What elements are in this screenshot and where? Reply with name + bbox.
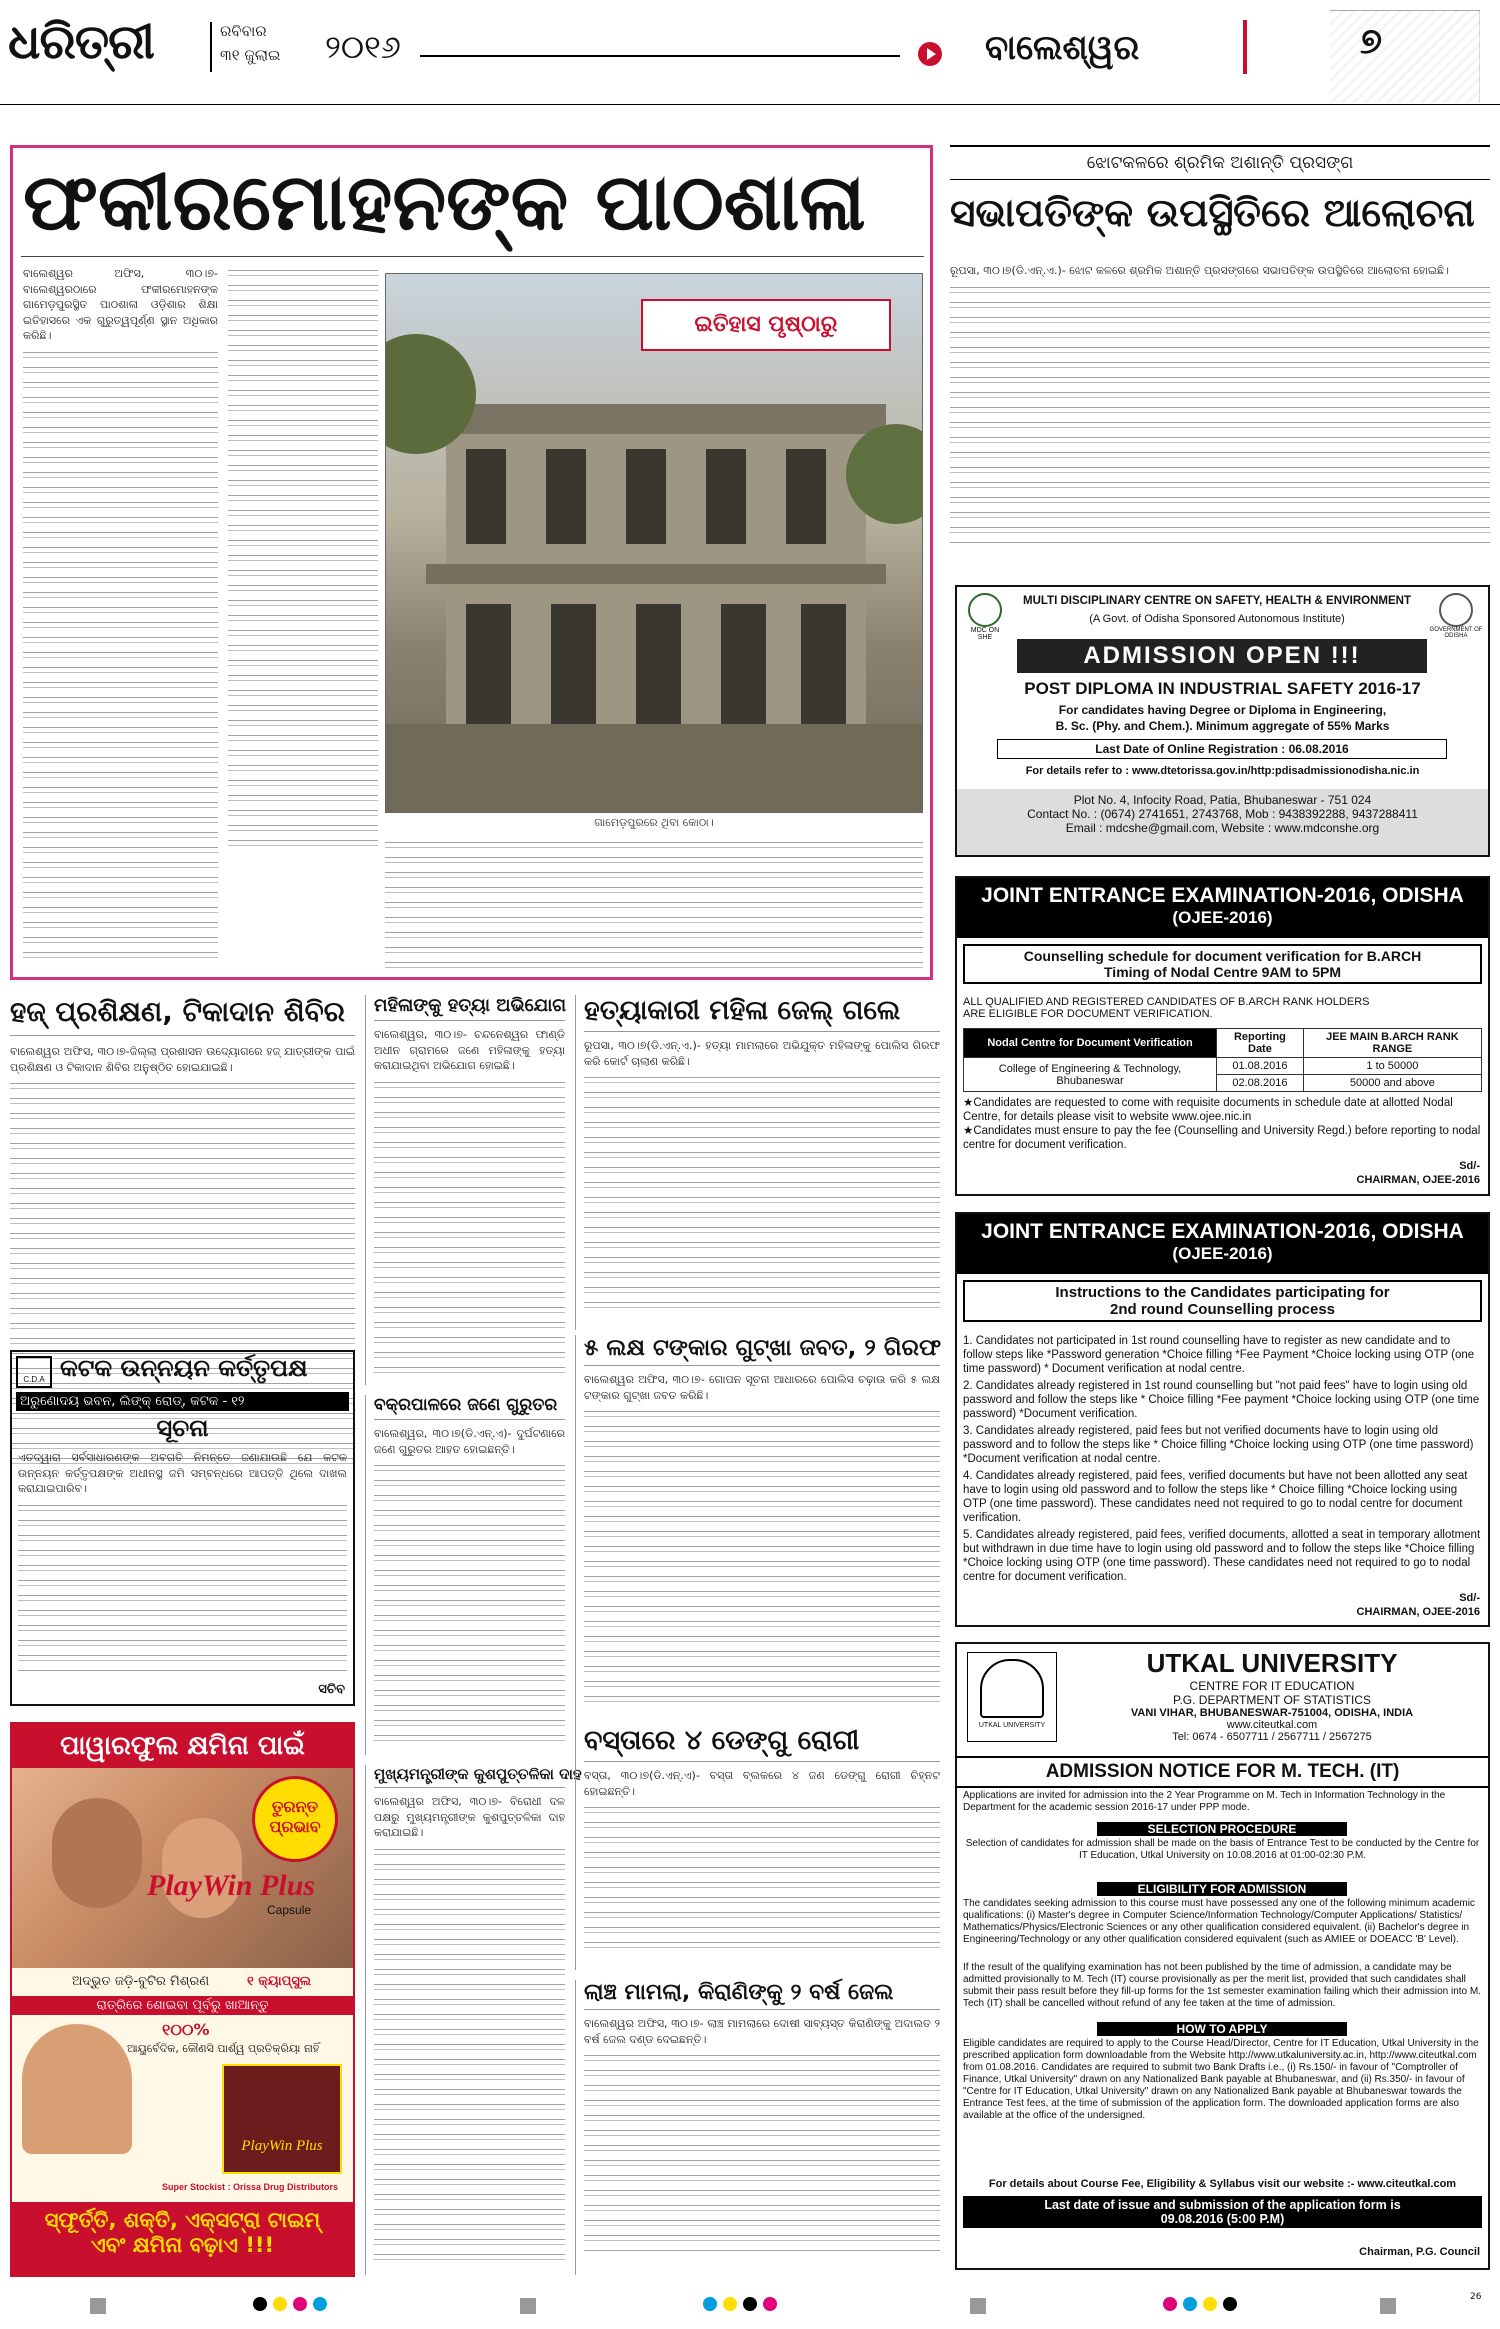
bribe-body-text: ବାଲେଶ୍ୱର ଅଫିସ, ୩୦।୭- ଲାଞ୍ଚ ମାମଲାରେ ଦୋଷୀ ସାବ୍ୟସ୍ତ କିରାଣିଙ୍କୁ ଅଦାଲତ ୨ ବର୍ଷ ଜେଲ ଦଣ୍ଡ ଦେଇଛନ୍ତି।: [584, 2017, 940, 2046]
utkal-elig-text: The candidates seeking admission to this course must have possessed any one of the following minimum academic qualifications: (i) Master's degree in Computer Science/Information Technology/Computer Applications/ Statistics/ Mathematics/Physics/Electronic Sciences or any other qualification considered equivalent. (ii) Bachelor's degree in Engineering/Technology or any other qualification considered equivalent (such as AMIEE or DOEACC 'B' Level).: [963, 1898, 1475, 1945]
ojee-ad-1: [955, 876, 1490, 1196]
masthead-year: ୨୦୧୬: [325, 28, 401, 66]
right-top-body-text: ରୂପସା, ୩୦।୭(ଡି.ଏନ୍.ଏ.)- ଝୋଟ କଳରେ ଶ୍ରମିକ ଅଶାନ୍ତି ପ୍ରସଙ୍ଗରେ ସଭାପତିଙ୍କ ଉପସ୍ଥିତିରେ ଆଲୋଚନା ହୋଇଛି।: [950, 264, 1449, 277]
page-number: [1330, 10, 1480, 102]
jail-body: [584, 1038, 940, 1318]
playwin-ayur: ଆୟୁର୍ବେଦିକ, କୌଣସି ପାର୍ଶ୍ୱ ପ୍ରତିକ୍ରିୟା ନାହିଁ: [127, 2042, 320, 2055]
utkal-ad: [955, 1642, 1490, 2270]
ojee1-bullet-1: ★Candidates are requested to come with requisite documents in schedule date at allotted Nodal Centre, for details please visit to website www.ojee.nic.in: [963, 1097, 1453, 1123]
bribe-body: [584, 2016, 940, 2256]
injured-body-text: ବାଲେଶ୍ୱର, ୩୦।୭(ଡି.ଏନ୍.ଏ)- ଦୁର୍ଘଟଣାରେ ଜଣେ ଗୁରୁତର ଆହତ ହୋଇଛନ୍ତି।: [374, 1427, 565, 1456]
ojee2-item: 2. Candidates already registered in 1st round counselling but "not paid fees" have to login using old password and follow the steps like * Choice filling *Fee payment *Choice locking using OTP (one time password) *Document verification.: [963, 1380, 1480, 1420]
utkal-elig-text2: If the result of the qualifying examination has not been published by the time of admission, a candidate may be admitted provisionally to M. Tech (IT) course provisionally as per the merit list, provided that such candidates shall submit their pass result before they fill-up forms for the 1st semester examination failing which their admission into M. Tech (IT) shall be cancelled without refund of any fee taken at the time of admission.: [963, 1962, 1481, 2009]
gutkha-body: [584, 1372, 940, 1712]
lead-body-col1: [23, 266, 218, 966]
playwin-badge: [252, 1776, 338, 1862]
playwin-stockist: Super Stockist : Orissa Drug Distributors: [162, 2182, 339, 2192]
playwin-man: [22, 2024, 132, 2154]
cda-badge: C.D.A: [16, 1356, 52, 1388]
ojee1-centre: College of Engineering & Technology, Bhubaneswar: [964, 1058, 1217, 1092]
mdcshe-last-date: Last Date of Online Registration : 06.08.2016: [997, 739, 1447, 759]
cm-body: [374, 1794, 565, 2264]
playwin-pack-brand: PlayWin Plus: [241, 2138, 323, 2154]
mdcshe-elig-2: B. Sc. (Phy. and Chem.). Minimum aggregate of 55% Marks: [1055, 719, 1390, 733]
utkal-web: www.citeutkal.com: [1226, 1719, 1318, 1731]
playwin-footer-2: ଏବଂ କ୍ଷମିନା ବଢ଼ାଏ !!!: [90, 2233, 275, 2257]
mdcshe-logo-left: MDC ON SHE: [965, 593, 1005, 641]
mdcshe-contact-box: [957, 789, 1488, 855]
cm-body-text: ବାଲେଶ୍ୱର ଅଫିସ, ୩୦।୭- ବିରୋଧୀ ଦଳ ପକ୍ଷରୁ ମୁଖ୍ୟମନ୍ତ୍ରୀଙ୍କ କୁଶପୁତ୍ତଳିକା ଦାହ କରାଯାଇଛି।: [374, 1795, 565, 1839]
utkal-sel-text: Selection of candidates for admission shall be made on the basis of Entrance Test to be conducted by the Centre for IT Education, Utkal University on 10.08.2016 at 01:00-02:30 P.M.: [965, 1838, 1480, 1861]
utkal-tel: Tel: 0674 - 6507711 / 2567711 / 2567275: [1172, 1731, 1372, 1743]
jail-body-text: ରୂପସା, ୩୦।୭(ଡି.ଏନ୍.ଏ.)- ହତ୍ୟା ମାମଲାରେ ଅଭିଯୁକ୍ତ ମହିଳାଙ୍କୁ ପୋଲିସ ଗିରଫ କରି କୋର୍ଟ ଚାଲାଣ କରିଛି।: [584, 1039, 940, 1068]
playwin-claim: ରାତ୍ରିରେ ଶୋଇବା ପୂର୍ବରୁ ଖାଆନ୍ତୁ: [12, 1996, 353, 2015]
ojee2-item: 1. Candidates not participated in 1st round counselling have to register as new candidate and to follow steps like *Password generation *Choice filling *Fee Payment *Choice locking using OTP (one time password) * Document verification at nodal centre.: [963, 1335, 1475, 1375]
playwin-footer: [12, 2202, 353, 2277]
mdcshe-logo-right: GOVERNMENT OF ODISHA: [1427, 593, 1485, 639]
utkal-how-text: Eligible candidates are required to apply to the Course Head/Director, Centre for IT Education, Utkal University in the prescribed application form downloadable from the Website http://www.utkaluniversity.ac.in, http://www.citeutkal.com from 01.08.2016. Candidates are required to submit two Bank Drafts i.e., (i) Rs.150/- in favour of "Comptroller of Finance, Utkal University" drawn on any Nationalized Bank payable at Bhubaneswar, and (ii) Rs.350/- in favour of "Centre for IT Education, Utkal University" drawn on any Nationalized Bank payable at Bhubaneswar towards the Entrance Test fees, at the time of submission of the application form. The downloaded application forms are also available at the office of the undersigned.: [963, 2038, 1479, 2121]
bribe-headline: ଲାଞ୍ଚ ମାମଲା, କିରାଣିଙ୍କୁ ୨ ବର୍ଷ ଜେଲ: [584, 1980, 940, 2010]
utkal-last-box: [963, 2196, 1482, 2228]
masthead-logo: ଧରିତ୍ରୀ: [8, 14, 154, 70]
playwin-capsule: Capsule: [267, 1903, 312, 1917]
injured-headline: ବକ୍ରପାଳରେ ଜଣେ ଗୁରୁତର: [374, 1395, 565, 1420]
mdcshe-ad: [955, 585, 1490, 857]
jail-headline: ହତ୍ୟାକାରୀ ମହିଳା ଜେଲ୍ ଗଲେ: [584, 995, 940, 1032]
utkal-footer-web: For details about Course Fee, Eligibility & Syllabus visit our website :- www.citeutkal.com: [988, 2178, 1457, 2190]
photo-caption: ଗାମେଡ଼ପୁରରେ ଥିବା କୋଠା।: [594, 816, 714, 829]
ojee2-title: JOINT ENTRANCE EXAMINATION-2016, ODISHA: [981, 1220, 1464, 1243]
ojee-ad-2: [955, 1212, 1490, 1627]
ojee2-subtitle: (OJEE-2016): [1172, 1244, 1273, 1263]
utkal-last-2: 09.08.2016 (5:00 P.M): [1160, 2212, 1285, 2226]
lead-body-col3: [385, 838, 923, 973]
masthead-edition: ବାଲେଶ୍ୱର: [985, 28, 1140, 68]
print-marks: [0, 2288, 1500, 2329]
murder-story: [365, 995, 565, 1385]
haj-body-text: ବାଲେଶ୍ୱର ଅଫିସ, ୩୦।୭-ଜିଲ୍ଲା ପ୍ରଶାସନ ଉଦ୍ୟୋଗରେ ହଜ୍ ଯାତ୍ରୀଙ୍କ ପାଇଁ ପ୍ରଶିକ୍ଷଣ ଓ ଟିକାଦାନ ଶିବିର ଅନୁଷ୍ଠିତ ହୋଇଯାଇଛି।: [10, 1045, 355, 1074]
mdcshe-sub: (A Govt. of Odisha Sponsored Autonomous Institute): [1089, 613, 1345, 625]
dengue-body-text: ବସ୍ତା, ୩୦।୭(ଡି.ଏନ୍.ଏ)- ବସ୍ତା ବ୍ଲକରେ ୪ ଜଣ ଡେଙ୍ଗୁ ରୋଗୀ ଚିହ୍ନଟ ହୋଇଛନ୍ତି।: [584, 1769, 940, 1798]
cda-title: ସୂଚନା: [156, 1414, 209, 1442]
gutkha-body-text: ବାଲେଶ୍ୱର ଅଫିସ, ୩୦।୭- ଗୋପନ ସୂଚନା ଆଧାରରେ ପୋଲିସ ଚଢ଼ାଉ କରି ୫ ଲକ୍ଷ ଟଙ୍କାର ଗୁଟ୍‌ଖା ଜବତ କରିଛି।: [584, 1373, 940, 1402]
right-top-headline: ସଭାପତିଙ୍କ ଉପସ୍ଥିତିରେ ଆଲୋଚନା: [950, 191, 1475, 236]
ojee1-note-2: ARE ELIGIBLE FOR DOCUMENT VERIFICATION.: [963, 1008, 1213, 1020]
cm-headline: ମୁଖ୍ୟମନ୍ତ୍ରୀଙ୍କ କୁଶପୁତ୍ତଳିକା ଦାହ: [374, 1765, 565, 1788]
ojee1-bullets: [963, 1096, 1482, 1152]
ojee2-box: [963, 1280, 1482, 1322]
right-top-story: [950, 145, 1490, 575]
gutkha-headline: ୫ ଲକ୍ଷ ଟଙ୍କାର ଗୁଟ୍‌ଖା ଜବତ, ୨ ଗିରଫ: [584, 1335, 940, 1366]
ojee2-item: 5. Candidates already registered, paid fees, verified documents, allotted a seat in temporary allotment but withdrawn in due time have to login using old password and to follow the steps like *Choice filling *Choice locking using OTP (one time password). These candidates need not required to go to nodal centre for document verification.: [963, 1529, 1481, 1583]
utkal-elig-head: ELIGIBILITY FOR ADMISSION: [1097, 1882, 1347, 1896]
ojee2-sd: Sd/-: [1459, 1592, 1480, 1604]
play-icon: [918, 42, 942, 66]
dengue-body: [584, 1768, 940, 1958]
playwin-badge-1: ତୁରନ୍ତ: [272, 1797, 318, 1816]
injured-story: [365, 1395, 565, 1755]
murder-body: [374, 1027, 565, 1377]
gutkha-story: [575, 1335, 940, 1725]
utkal-dept: P.G. DEPARTMENT OF STATISTICS: [1172, 1693, 1372, 1707]
playwin-tag: ଅଦ୍ଭୁତ ଜଡ଼ି-ବୁଟିର ମିଶ୍ରଣ: [72, 1974, 210, 1989]
lead-body-text: ବାଲେଶ୍ୱର ଅଫିସ, ୩୦।୭- ବାଲେଶ୍ୱରଠାରେ ଫକୀରମୋହନଙ୍କ ଗାମେଡ଼ପୁରସ୍ଥିତ ପାଠଶାଳା ଓଡ଼ିଶାର ଶିକ୍ଷା ଇତିହାସରେ ଏକ ଗୁରୁତ୍ୱପୂର୍ଣ୍ଣ ସ୍ଥାନ ଅଧିକାର କରିଛି।: [23, 267, 218, 342]
ojee2-box-1: Instructions to the Candidates participating for: [1055, 1284, 1390, 1301]
ojee1-date-1: 01.08.2016: [1217, 1058, 1304, 1075]
mdcshe-addr1: Plot No. 4, Infocity Road, Patia, Bhubaneswar - 751 024: [1073, 793, 1372, 807]
mdcshe-elig-1: For candidates having Degree or Diploma in Engineering,: [1058, 703, 1387, 717]
utkal-addr: VANI VIHAR, BHUBANESWAR-751004, ODISHA, INDIA: [1130, 1707, 1414, 1719]
history-tag-text: ଇତିହାସ ପୃଷ୍ଠାରୁ: [694, 312, 838, 337]
ojee2-box-2: 2nd round Counselling process: [1109, 1301, 1336, 1318]
ojee1-bullet-2: ★Candidates must ensure to pay the fee (Counselling and University Regd.) before reporting to nodal centre for document verification.: [963, 1125, 1481, 1151]
ojee1-box: [963, 944, 1482, 984]
playwin-percent: ୧୦୦%: [162, 2020, 210, 2039]
playwin-footer-1: ସ୍ଫୂର୍ତ୍ତି, ଶକ୍ତି, ଏକ୍ସଟ୍ରା ଟାଇମ୍: [44, 2208, 321, 2232]
ojee2-title-block: [957, 1214, 1488, 1274]
cda-sign: ସଚିବ: [318, 1682, 345, 1697]
cm-story: [365, 1765, 582, 2275]
utkal-centre: CENTRE FOR IT EDUCATION: [1189, 1679, 1355, 1693]
playwin-one-cap: ୧ କ୍ୟାପ୍‌ସୁଲ: [247, 1974, 312, 1989]
utkal-logo: [967, 1652, 1057, 1742]
mdcshe-course: POST DIPLOMA IN INDUSTRIAL SAFETY 2016-17: [1024, 679, 1421, 698]
haj-headline: ହଜ୍ ପ୍ରଶିକ୍ଷଣ, ଟିକାଦାନ ଶିବିର: [10, 995, 355, 1036]
utkal-sign: Chairman, P.G. Council: [1359, 2246, 1480, 2258]
ojee1-sign: CHAIRMAN, OJEE-2016: [1356, 1174, 1480, 1186]
ojee1-subtitle: (OJEE-2016): [1172, 908, 1273, 927]
ojee1-title: JOINT ENTRANCE EXAMINATION-2016, ODISHA: [981, 884, 1464, 907]
jail-story: [575, 995, 940, 1330]
ojee2-items: [963, 1334, 1482, 1584]
ojee1-rank-2: 50000 and above: [1303, 1075, 1481, 1092]
utkal-header: [1062, 1648, 1482, 1743]
ojee2-item: 3. Candidates already registered, paid fees but not verified documents have to login using old password and to follow the steps like * Choice filling *Choice locking using OTP (one time password) *Document verification at nodal centre.: [963, 1425, 1474, 1465]
cda-body-text: ଏତଦ୍ୱାରା ସର୍ବସାଧାରଣଙ୍କ ଅବଗତି ନିମନ୍ତେ ଜଣାଯାଉଛି ଯେ କଟକ ଉନ୍ନୟନ କର୍ତ୍ତୃପକ୍ଷଙ୍କ ଅଧୀନସ୍ଥ ଜମି ସମ୍ବନ୍ଧରେ ଆପତ୍ତି ଥିଲେ ଦାଖଲ କରାଯାଇପାରିବ।: [18, 1451, 347, 1495]
lead-headline: ଫକୀରମୋହନଙ୍କ ପାଠଶାଳା: [23, 158, 866, 248]
cda-notice: [10, 1350, 355, 1706]
right-top-body: [950, 263, 1490, 563]
ojee1-sd: Sd/-: [1459, 1160, 1480, 1172]
playwin-badge-2: ପ୍ରଭାବ: [269, 1817, 321, 1836]
ojee1-box-2: Timing of Nodal Centre 9AM to 5PM: [1104, 964, 1341, 980]
utkal-logo-label: UTKAL UNIVERSITY: [978, 1722, 1046, 1729]
ojee1-th-date: Reporting Date: [1217, 1029, 1304, 1058]
mdcshe-org: MULTI DISCIPLINARY CENTRE ON SAFETY, HEALTH & ENVIRONMENT: [1022, 595, 1412, 607]
mdcshe-banner: ADMISSION OPEN !!!: [1017, 639, 1427, 673]
playwin-headline: ପାୱାରଫୁଲ କ୍ଷମିନା ପାଇଁ: [12, 1724, 353, 1768]
dengue-headline: ବସ୍ତାରେ ୪ ଡେଙ୍ଗୁ ରୋଗୀ: [584, 1725, 940, 1762]
ojee1-box-1: Counselling schedule for document verification for B.ARCH: [1023, 948, 1422, 964]
lead-story: [10, 145, 933, 980]
ojee1-rank-1: 1 to 50000: [1303, 1058, 1481, 1075]
masthead: [0, 0, 1500, 110]
ojee2-sign: CHAIRMAN, OJEE-2016: [1356, 1606, 1480, 1618]
murder-body-text: ବାଲେଶ୍ୱର, ୩୦।୭- ଚନ୍ଦନେଶ୍ୱର ଫାଣ୍ଡି ଅଧୀନ ଗ୍ରାମରେ ଜଣେ ମହିଳାଙ୍କୁ ହତ୍ୟା କରାଯାଇଥିବା ଅଭିଯୋଗ ହୋଇଛି।: [374, 1028, 565, 1072]
ojee1-title-block: [957, 878, 1488, 938]
ojee1-note-1: ALL QUALIFIED AND REGISTERED CANDIDATES OF B.ARCH RANK HOLDERS: [963, 996, 1370, 1008]
utkal-sel-head: SELECTION PROCEDURE: [1097, 1822, 1347, 1836]
ojee1-th-centre: Nodal Centre for Document Verification: [964, 1029, 1217, 1058]
utkal-how-head: HOW TO APPLY: [1097, 2022, 1347, 2036]
dengue-story: [575, 1725, 940, 1970]
lead-body-col2: [228, 266, 378, 846]
playwin-brand-text: PlayWin Plus: [147, 1869, 316, 1902]
ojee2-item: 4. Candidates already registered, paid fees, verified documents but have not been allotted any seat have to login using old password and to follow the steps like * Choice filling *Choice locking using OTP (one time password). These candidates need not required to go to nodal centre for document verification.: [963, 1470, 1468, 1524]
playwin-ad: [10, 1722, 355, 2277]
cda-body: [18, 1450, 347, 1675]
lead-photo: [385, 273, 923, 813]
utkal-intro: Applications are invited for admission into the 2 Year Programme on M. Tech in Information Technology in the Department for the academic session 2016-17 under PPP mode.: [963, 1790, 1446, 1813]
page-code: 26: [1470, 2292, 1482, 2302]
ojee1-th-rank: JEE MAIN B.ARCH RANK RANGE: [1303, 1029, 1481, 1058]
right-top-kicker: ଝୋଟକଳରେ ଶ୍ରମିକ ଅଶାନ୍ତି ପ୍ରସଙ୍ଗ: [950, 145, 1490, 180]
cda-addr: ଅରୁଣୋଦୟ ଭବନ, ଲିଙ୍କ୍ ରୋଡ୍, କଟକ - ୧୨: [16, 1392, 349, 1411]
mdcshe-addr2: Contact No. : (0674) 2741651, 2743768, Mob : 9438392288, 9437288411: [1027, 807, 1418, 821]
cda-org: କଟକ ଉନ୍ନୟନ କର୍ତ୍ତୃପକ୍ଷ: [60, 1354, 308, 1382]
utkal-notice: ADMISSION NOTICE FOR M. TECH. (IT): [957, 1756, 1488, 1788]
murder-headline: ମହିଳାଙ୍କୁ ହତ୍ୟା ଅଭିଯୋଗ: [374, 995, 565, 1021]
ojee1-note: [963, 996, 1482, 1020]
injured-body: [374, 1426, 565, 1746]
masthead-day: ରବିବାର: [220, 22, 267, 40]
history-tag: [641, 299, 891, 351]
page-number-text: ୭: [1360, 21, 1383, 62]
mdcshe-details: For details refer to : www.dtetorissa.gov.in/http:pdisadmissionodisha.nic.in: [1025, 765, 1420, 777]
playwin-brand: [147, 1869, 347, 1917]
utkal-last-1: Last date of issue and submission of the application form is: [1044, 2198, 1401, 2212]
masthead-date: ୩୧ ଜୁଲାଇ: [220, 46, 281, 64]
bribe-story: [575, 1980, 940, 2275]
mdcshe-addr3: Email : mdcshe@gmail.com, Website : www.mdconshe.org: [1065, 821, 1380, 835]
ojee1-table: [963, 1028, 1482, 1092]
utkal-name: UTKAL UNIVERSITY: [1146, 1648, 1398, 1678]
ojee1-date-2: 02.08.2016: [1217, 1075, 1304, 1092]
playwin-pack: [222, 2064, 342, 2174]
